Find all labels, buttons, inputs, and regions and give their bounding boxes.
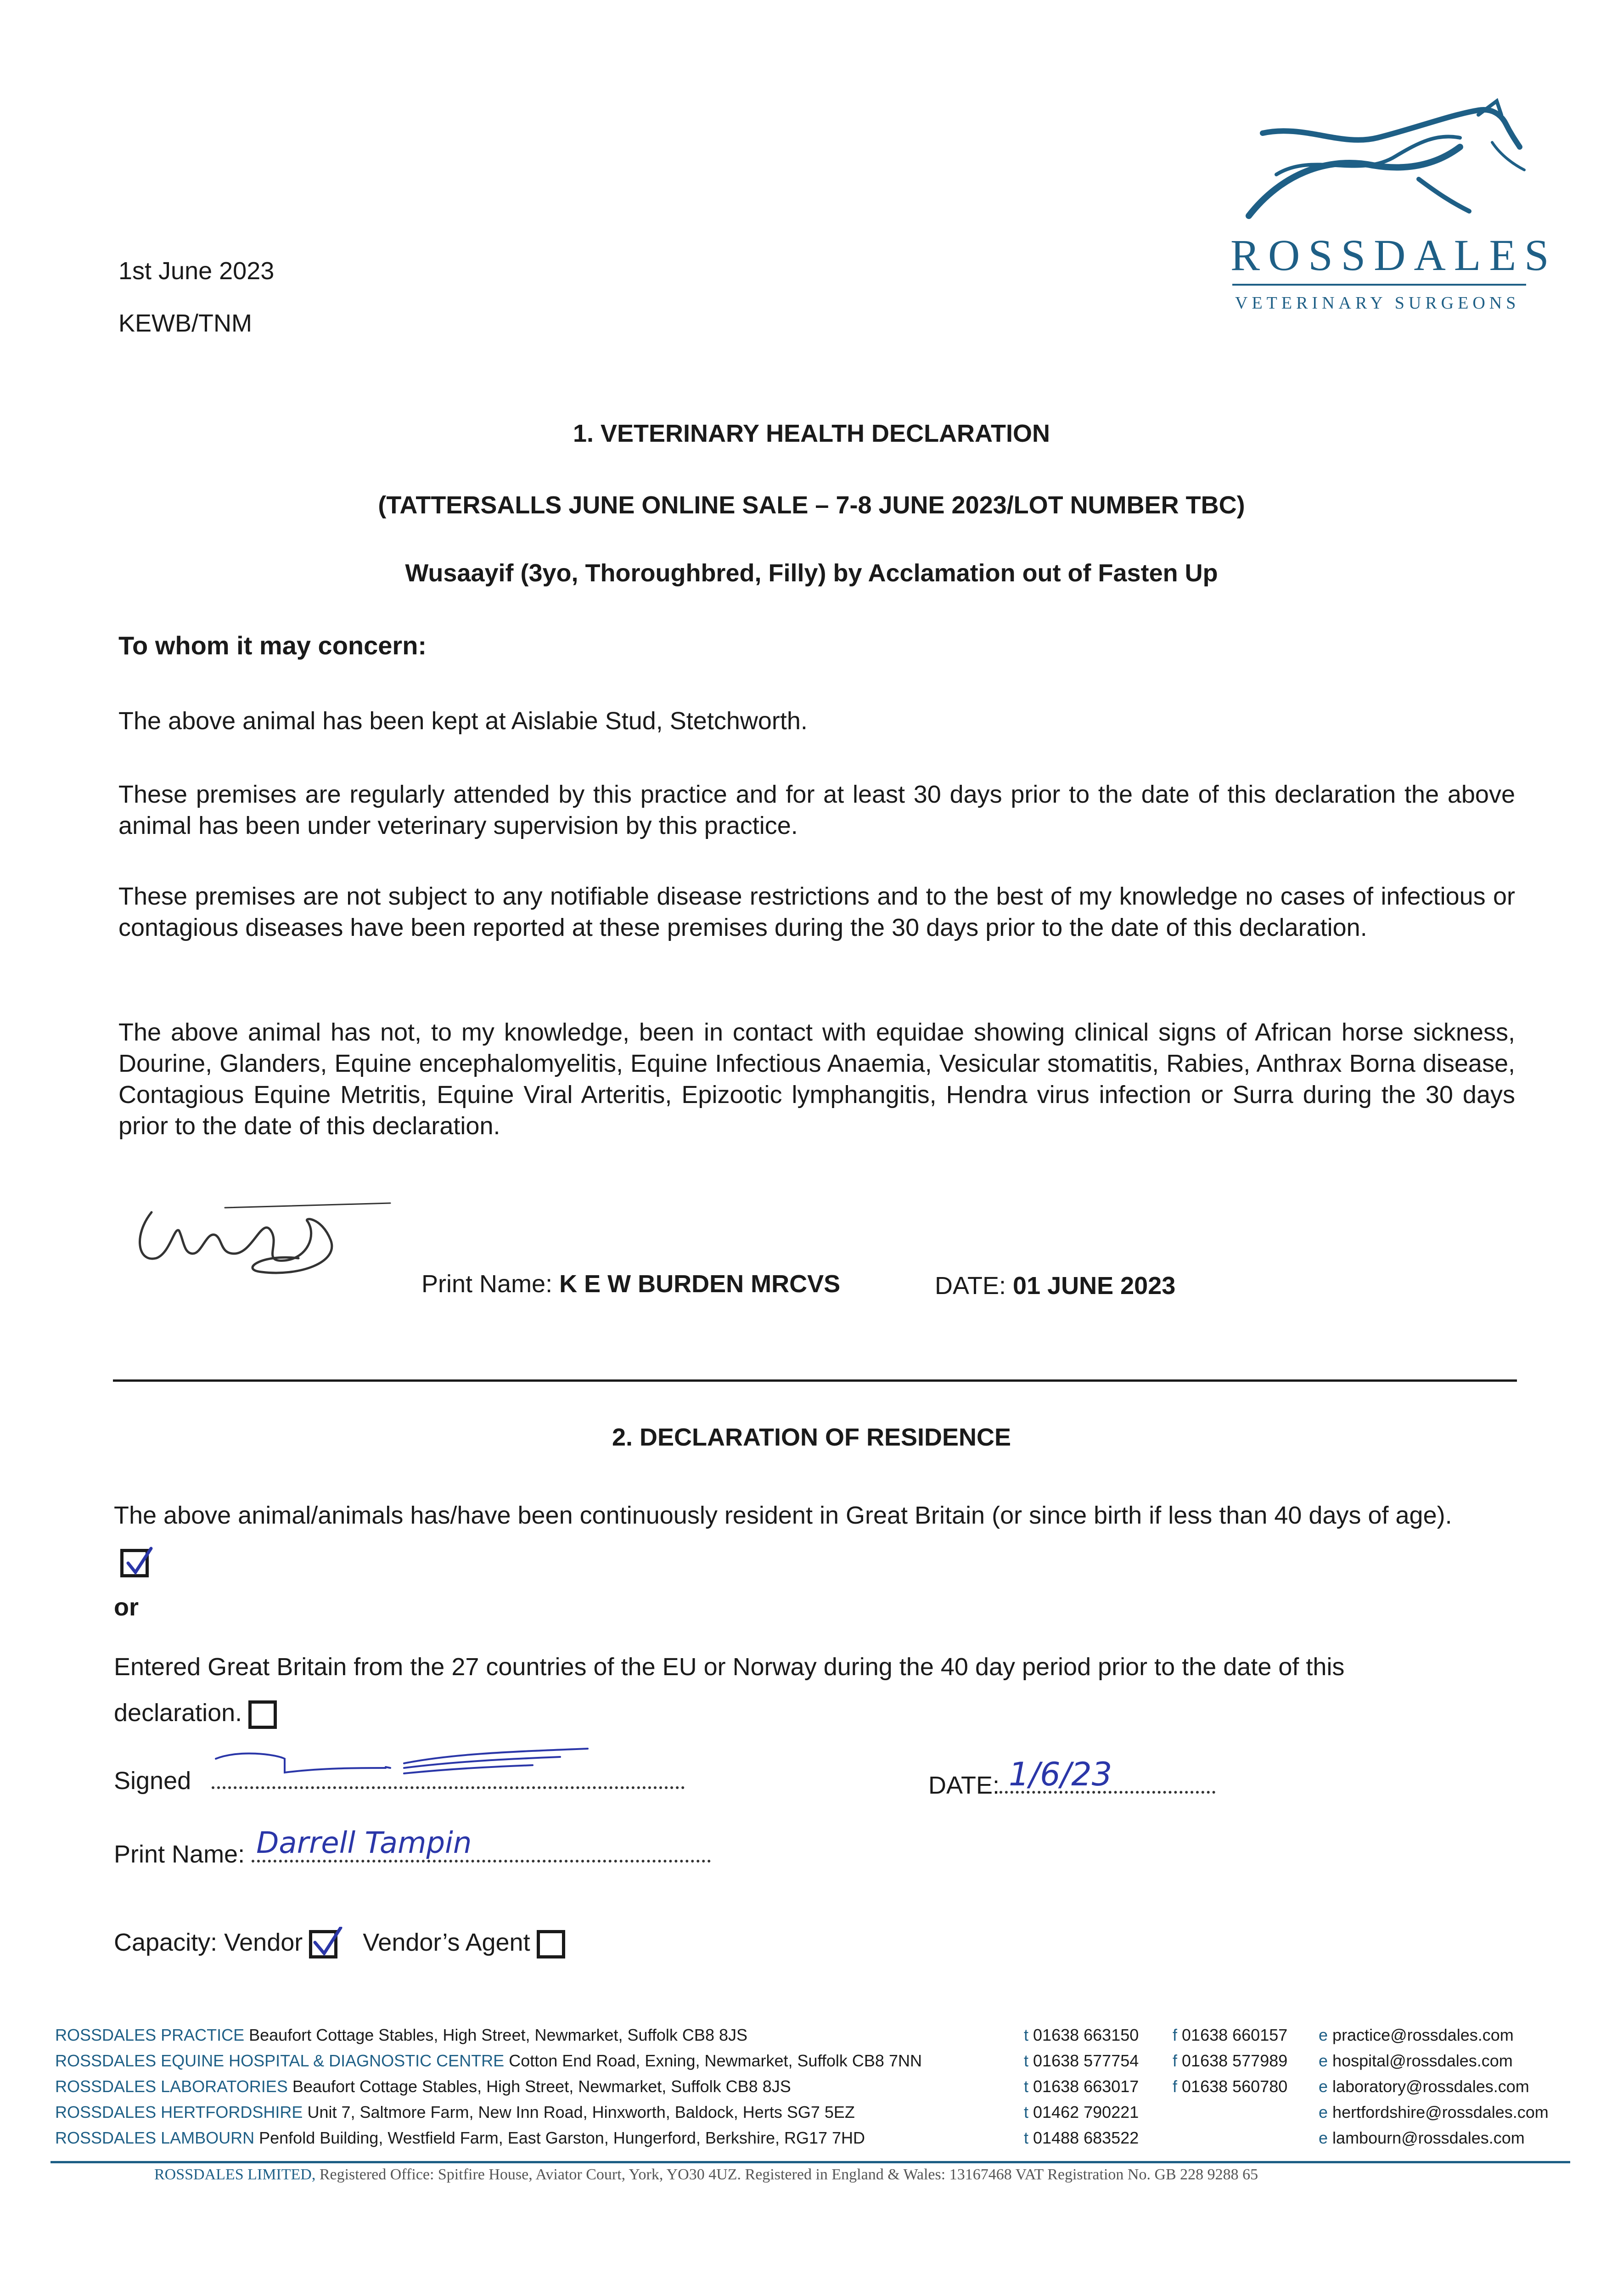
paragraph-supervision: These premises are regularly attended by this practice and for at least 30 days prior to the date of this declaration the above animal has been under veterinary supervision by this practice. <box>118 781 1515 839</box>
vendors-agent-label: Vendor’s Agent <box>363 1929 530 1956</box>
footer-branch-hertfordshire: ROSSDALES HERTFORDSHIRE Unit 7, Saltmore Farm, New Inn Road, Hinxworth, Baldock, Herts SG7 5EZ <box>55 2103 855 2122</box>
footer-phone: t 01638 577754 <box>1024 2051 1139 2070</box>
footer-registered-text: Registered Office: Spitfire House, Aviator Court, York, YO30 4UZ. Registered in England & Wales: 13167468 VAT Registration No. GB 228 9288 65 <box>319 2166 1258 2183</box>
footer-branch-practice: ROSSDALES PRACTICE Beaufort Cottage Stables, High Street, Newmarket, Suffolk CB8 8JS <box>55 2026 747 2044</box>
footer-email[interactable]: e hertfordshire@rossdales.com <box>1319 2103 1549 2122</box>
vendor-date-handwritten: 1/6/23 <box>1009 1756 1112 1793</box>
vet-signature <box>124 1185 399 1286</box>
residence-option-2 <box>114 1644 1464 1736</box>
residence-option-2-text: Entered Great Britain from the 27 countries of the EU or Norway during the 40 day period prior to the date of this declaration. <box>114 1653 1345 1727</box>
footer-registered <box>154 2164 1258 2186</box>
residence-option-1-text: The above animal/animals has/have been continuously resident in Great Britain (or since birth if less than 40 days of age). <box>114 1502 1452 1529</box>
residence-option-1 <box>114 1492 1464 1584</box>
vet-print-name-value: K E W BURDEN MRCVS <box>559 1270 841 1298</box>
paragraph-contact: The above animal has not, to my knowledge, been in contact with equidae showing clinical signs of African horse sickness, Dourine, Glanders, Equine encephalomyelitis, Equine Infectious Anaemia, Vesicular stomatitis, Rabies, Anthrax Borna disease, Contagious Equine Metritis, Equine Viral Arteritis, Epizootic lymphangitis, Hendra virus infection or Surra during the 30 days prior to the date of this declaration. <box>118 1019 1515 1140</box>
footer-phone: t 01638 663017 <box>1024 2077 1139 2096</box>
rossdales-logo <box>1221 96 1557 313</box>
section1-subheading: (TATTERSALLS JUNE ONLINE SALE – 7-8 JUNE 2023/LOT NUMBER TBC) <box>378 491 1245 519</box>
residence-option-2-checkbox[interactable] <box>248 1700 277 1729</box>
footer-fax: f 01638 560780 <box>1173 2077 1288 2096</box>
vendor-checkbox[interactable] <box>309 1930 337 1958</box>
vendor-date-label: DATE: <box>928 1772 1000 1799</box>
footer-branch-laboratories: ROSSDALES LABORATORIES Beaufort Cottage Stables, High Street, Newmarket, Suffolk CB8 8JS <box>55 2077 791 2096</box>
logo-tagline: VETERINARY SURGEONS <box>1235 293 1520 313</box>
paragraph-premises: The above animal has been kept at Aislabie Stud, Stetchworth. <box>118 707 808 735</box>
vendor-print-name <box>114 1826 711 1870</box>
capacity-row <box>114 1927 565 1958</box>
checkmark-icon <box>122 1546 154 1578</box>
or-label: or <box>114 1593 139 1621</box>
footer-branch-lambourn: ROSSDALES LAMBOURN Penfold Building, Westfield Farm, East Garston, Hungerford, Berkshire, RG17 7HD <box>55 2128 865 2147</box>
letter-reference: KEWB/TNM <box>118 310 252 337</box>
vendors-agent-checkbox[interactable] <box>537 1930 565 1958</box>
vendor-signature <box>211 1740 597 1791</box>
footer-rule <box>51 2161 1570 2163</box>
vendor-date <box>928 1756 1215 1801</box>
signed-label: Signed <box>114 1767 191 1795</box>
logo-divider <box>1232 284 1526 286</box>
footer-email[interactable]: e lambourn@rossdales.com <box>1319 2128 1525 2147</box>
section-divider <box>113 1379 1517 1382</box>
footer-branches <box>55 2022 922 2151</box>
footer-emails <box>1319 2022 1549 2151</box>
vendor-date-line[interactable] <box>1000 1756 1215 1794</box>
vendor-print-name-label: Print Name: <box>114 1840 245 1868</box>
horse-description: Wusaayif (3yo, Thoroughbred, Filly) by Acclamation out of Fasten Up <box>405 559 1218 587</box>
footer-phone: t 01488 683522 <box>1024 2128 1139 2147</box>
footer-email[interactable]: e laboratory@rossdales.com <box>1319 2077 1529 2096</box>
salutation: To whom it may concern: <box>118 631 427 660</box>
vet-print-name-label: Print Name: <box>421 1270 553 1298</box>
vendor-print-name-line[interactable] <box>252 1826 711 1863</box>
vet-date-value: 01 JUNE 2023 <box>1013 1272 1176 1300</box>
logo-name: ROSSDALES <box>1230 231 1557 280</box>
footer-phone: t 01638 663150 <box>1024 2026 1139 2044</box>
footer-email[interactable]: e hospital@rossdales.com <box>1319 2051 1513 2070</box>
capacity-label: Capacity: Vendor <box>114 1929 303 1956</box>
checkmark-icon <box>310 1927 343 1959</box>
vet-date <box>935 1270 1175 1301</box>
footer-faxes <box>1173 2022 1287 2099</box>
footer-phones <box>1024 2022 1139 2151</box>
footer-fax: f 01638 660157 <box>1173 2026 1288 2044</box>
residence-option-1-checkbox[interactable] <box>120 1549 149 1577</box>
horse-logo-icon <box>1221 96 1533 225</box>
vet-date-label: DATE: <box>935 1272 1006 1300</box>
paragraph-disease-restrictions: These premises are not subject to any notifiable disease restrictions and to the best of my knowledge no cases of infectious or contagious diseases have been reported at these premises during the 30 days prior to the date of this declaration. <box>118 883 1515 941</box>
footer-fax: f 01638 577989 <box>1173 2051 1288 2070</box>
section1-heading: 1. VETERINARY HEALTH DECLARATION <box>573 420 1050 447</box>
vet-print-name <box>421 1268 840 1300</box>
letter-date: 1st June 2023 <box>118 257 275 285</box>
footer-branch-hospital: ROSSDALES EQUINE HOSPITAL & DIAGNOSTIC CENTRE Cotton End Road, Exning, Newmarket, Suffolk CB8 7NN <box>55 2051 922 2070</box>
section2-heading: 2. DECLARATION OF RESIDENCE <box>612 1424 1011 1451</box>
footer-email[interactable]: e practice@rossdales.com <box>1319 2026 1514 2044</box>
footer-registered-org: ROSSDALES LIMITED, <box>154 2166 316 2183</box>
footer-phone: t 01462 790221 <box>1024 2103 1139 2122</box>
vendor-print-name-handwritten: Darrell Tampin <box>256 1826 472 1860</box>
